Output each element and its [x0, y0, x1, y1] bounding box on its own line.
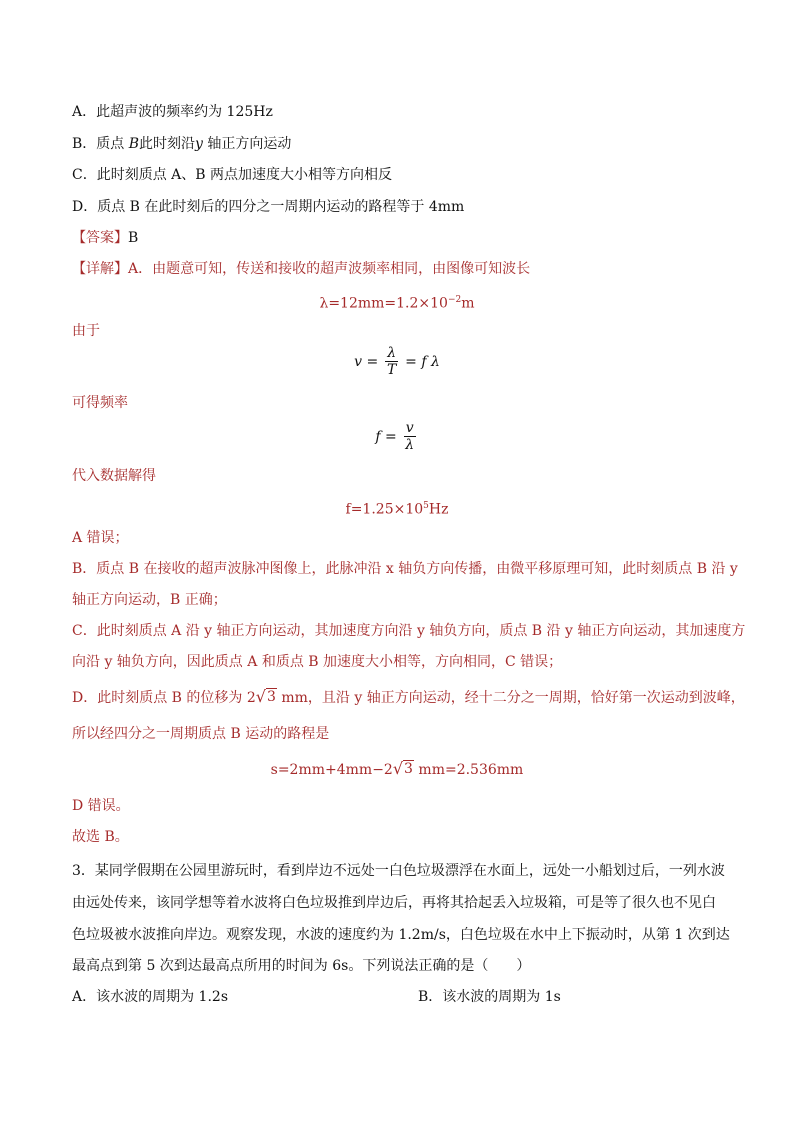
equation-wavelength — [0, 290, 794, 314]
eq-v-numerator: λ — [387, 345, 397, 361]
eq-v-fraction — [385, 345, 398, 378]
question3-line2: 由远处传来，该同学想等着水波将白色垃圾推到岸边后，再将其拾起丢入垃圾箱，可是等了很久也不见白 — [72, 895, 716, 911]
question3-options — [72, 987, 732, 1007]
equation-frequency — [0, 420, 794, 453]
detail-intro-text: A．由题意可知，传送和接收的超声波频率相同，由图像可知波长 — [128, 261, 531, 277]
c-explanation-1: C．此时刻质点 A 沿 y 轴正方向运动，其加速度方向沿 y 轴负方向，质点 B 沿 y 轴正方向运动，其加速度方 — [72, 623, 746, 639]
d-line1-post: mm，且沿 y 轴正方向运动，经十二分之一周期，恰好第一次运动到波峰， — [276, 690, 745, 706]
equation-frequency-value — [0, 496, 794, 520]
substitute-label: 代入数据解得 — [72, 468, 156, 484]
answer-label: 【答案】 — [72, 230, 128, 246]
option-b-y: y — [195, 136, 203, 152]
detail-label: 【详解】 — [72, 261, 128, 277]
option-c: C．此时刻质点 A、B 两点加速度大小相等方向相反 — [72, 167, 393, 183]
c-explanation-2: 向沿 y 轴负方向，因此质点 A 和质点 B 加速度大小相等，方向相同，C 错误； — [72, 654, 563, 670]
freq-label: 可得频率 — [72, 395, 128, 411]
d-explanation-1: D．此时刻质点 B 的位移为 2 √ 3 mm，且沿 y 轴正方向运动，经十二分之一周期，恰好第一次运动到波峰， — [72, 687, 745, 706]
question3-line1: 3．某同学假期在公园里游玩时，看到岸边不远处一白色垃圾漂浮在水面上，远处一小船划过后，一列水波 — [72, 863, 725, 879]
equation-distance: s=2mm+4mm−2 √ 3 mm=2.536mm — [270, 759, 524, 778]
choose-b: 故选 B。 — [72, 829, 129, 845]
option-b-prefix: B．质点 — [72, 136, 129, 152]
question3-line4: 最高点到第 5 次到达最高点所用的时间为 6s。下列说法正确的是（ ） — [72, 958, 531, 974]
eq-v-denominator: T — [387, 362, 397, 378]
eq-s-sqrt: 3 — [404, 761, 413, 777]
eq-f-lhs: f = — [375, 428, 397, 445]
question3-option-b: B．该水波的周期为 1s — [418, 989, 561, 1005]
option-d: D．质点 B 在此时刻后的四分之一周期内运动的路程等于 4mm — [72, 199, 465, 215]
b-explanation-1: B．质点 B 在接收的超声波脉冲图像上，此脉冲沿 x 轴负方向传播，由微平移原理可知，此时刻质点 B 沿 y — [72, 561, 738, 577]
eq-s-pre: s=2mm+4mm−2 — [270, 762, 393, 778]
eq-f-value-exp: 5 — [423, 501, 429, 511]
equation-velocity — [0, 345, 794, 378]
option-b-var: B — [128, 136, 140, 152]
eq-f-value-base: f=1.25×10 — [345, 501, 424, 518]
eq-s-post: mm=2.536mm — [413, 762, 524, 778]
d-wrong: D 错误。 — [72, 798, 130, 814]
d-explanation-2: 所以经四分之一周期质点 B 运动的路程是 — [72, 726, 330, 742]
eq-wavelength-base: λ=12mm=1.2×10 — [319, 295, 448, 312]
answer-line — [72, 228, 138, 248]
d-line1-sqrt: 3 — [266, 689, 276, 705]
d-line1-pre: D．此时刻质点 B 的位移为 2 — [72, 690, 256, 706]
option-b — [72, 134, 291, 154]
eq-wavelength-exp: −2 — [447, 295, 462, 305]
eq-f-denominator: λ — [405, 437, 415, 453]
eq-v-lhs: v = — [354, 353, 379, 370]
answer-value: B — [128, 230, 139, 246]
option-b-mid: 此时刻沿 — [139, 136, 196, 152]
a-wrong: A 错误； — [72, 530, 129, 546]
question3-option-a: A．该水波的周期为 1.2s — [72, 989, 229, 1005]
eq-f-value-unit: Hz — [428, 501, 449, 518]
option-b-suffix: 轴正方向运动 — [202, 136, 292, 152]
eq-v-rhs: = f λ — [405, 353, 440, 370]
question3-line3: 色垃圾被水波推向岸边。观察发现，水波的速度约为 1.2m/s，白色垃圾在水中上下振动时，从第 1 次到达 — [72, 927, 730, 943]
option-a: A．此超声波的频率约为 125Hz — [72, 104, 273, 120]
b-explanation-2: 轴正方向运动，B 正确； — [72, 592, 227, 608]
eq-f-numerator: v — [405, 420, 414, 436]
detail-intro — [72, 259, 530, 279]
eq-f-fraction — [404, 420, 416, 453]
since-label: 由于 — [72, 323, 100, 339]
eq-wavelength-unit: m — [461, 295, 475, 312]
